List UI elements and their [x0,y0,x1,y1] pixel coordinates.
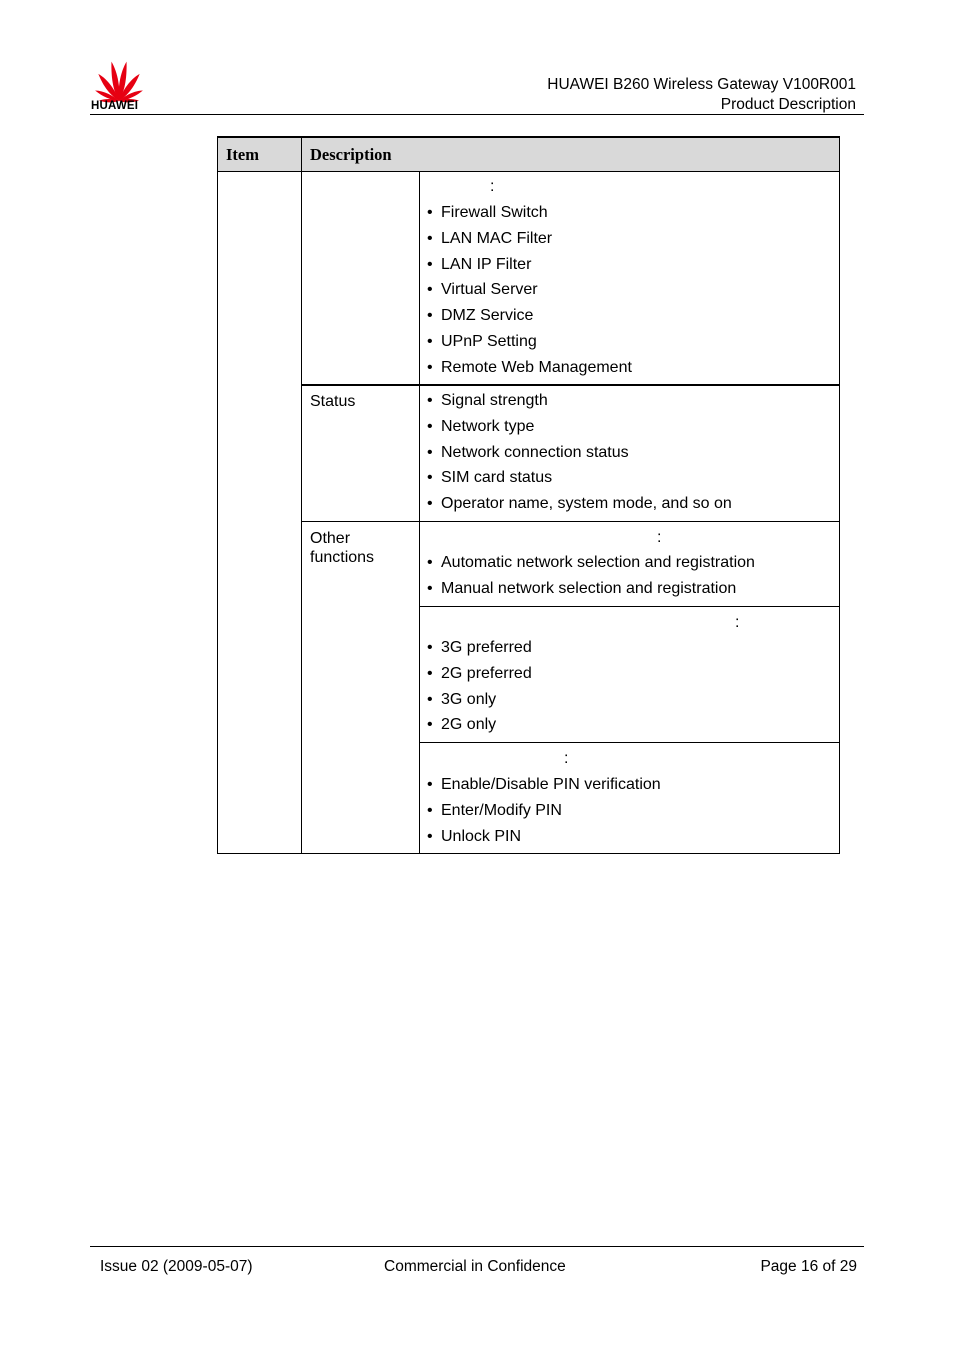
list-item: • Network type [427,418,732,444]
column-header-item: Item [226,145,259,164]
network-selection-colon: : [657,529,662,546]
list-item: • Remote Web Management [427,359,632,385]
list-item: • 2G preferred [427,665,532,691]
issue-label: Issue 02 (2009-05-07) [100,1258,253,1275]
row-divider [419,606,840,607]
column-header-description: Description [310,145,392,164]
column-divider [419,171,420,854]
pin-colon: : [564,750,569,767]
table-border-right [839,136,840,854]
footer-rule [90,1246,864,1247]
list-item: • Manual network selection and registration [427,580,755,606]
feature-table [217,136,840,854]
list-item: • Enter/Modify PIN [427,802,661,828]
security-heading-colon: : [490,178,495,195]
status-list [427,392,732,521]
list-item: • 3G only [427,691,532,717]
status-label: Status [310,393,356,410]
table-border-top [217,136,840,138]
list-item: • Network connection status [427,444,732,470]
list-item: • SIM card status [427,469,732,495]
network-selection-list [427,554,755,606]
column-divider [301,136,302,854]
security-feature-list [427,204,632,385]
other-functions-label-line2: functions [310,549,375,566]
list-item: • Operator name, system mode, and so on [427,495,732,521]
list-item: • DMZ Service [427,307,632,333]
list-item: • Signal strength [427,392,732,418]
list-item: • Unlock PIN [427,828,661,854]
pin-list [427,776,661,853]
header-divider [217,171,840,172]
list-item: • LAN IP Filter [427,256,632,282]
list-item: • Firewall Switch [427,204,632,230]
document-subtitle: Product Description [720,96,856,113]
other-functions-label-line1: Other [310,530,351,547]
list-item: • Virtual Server [427,281,632,307]
list-item: • Automatic network selection and registration [427,554,755,580]
logo-wordmark: HUAWEI [91,100,139,112]
list-item: • Enable/Disable PIN verification [427,776,661,802]
network-mode-list [427,639,532,742]
list-item: • LAN MAC Filter [427,230,632,256]
page-number: Page 16 of 29 [760,1258,857,1275]
network-mode-colon: : [735,614,740,631]
list-item: • 2G only [427,716,532,742]
list-item: • 3G preferred [427,639,532,665]
header-rule [90,114,864,115]
confidentiality-label: Commercial in Confidence [384,1258,566,1275]
row-divider [301,521,840,522]
document-title: HUAWEI B260 Wireless Gateway V100R001 [547,76,856,93]
table-border-left [217,136,218,854]
list-item: • UPnP Setting [427,333,632,359]
